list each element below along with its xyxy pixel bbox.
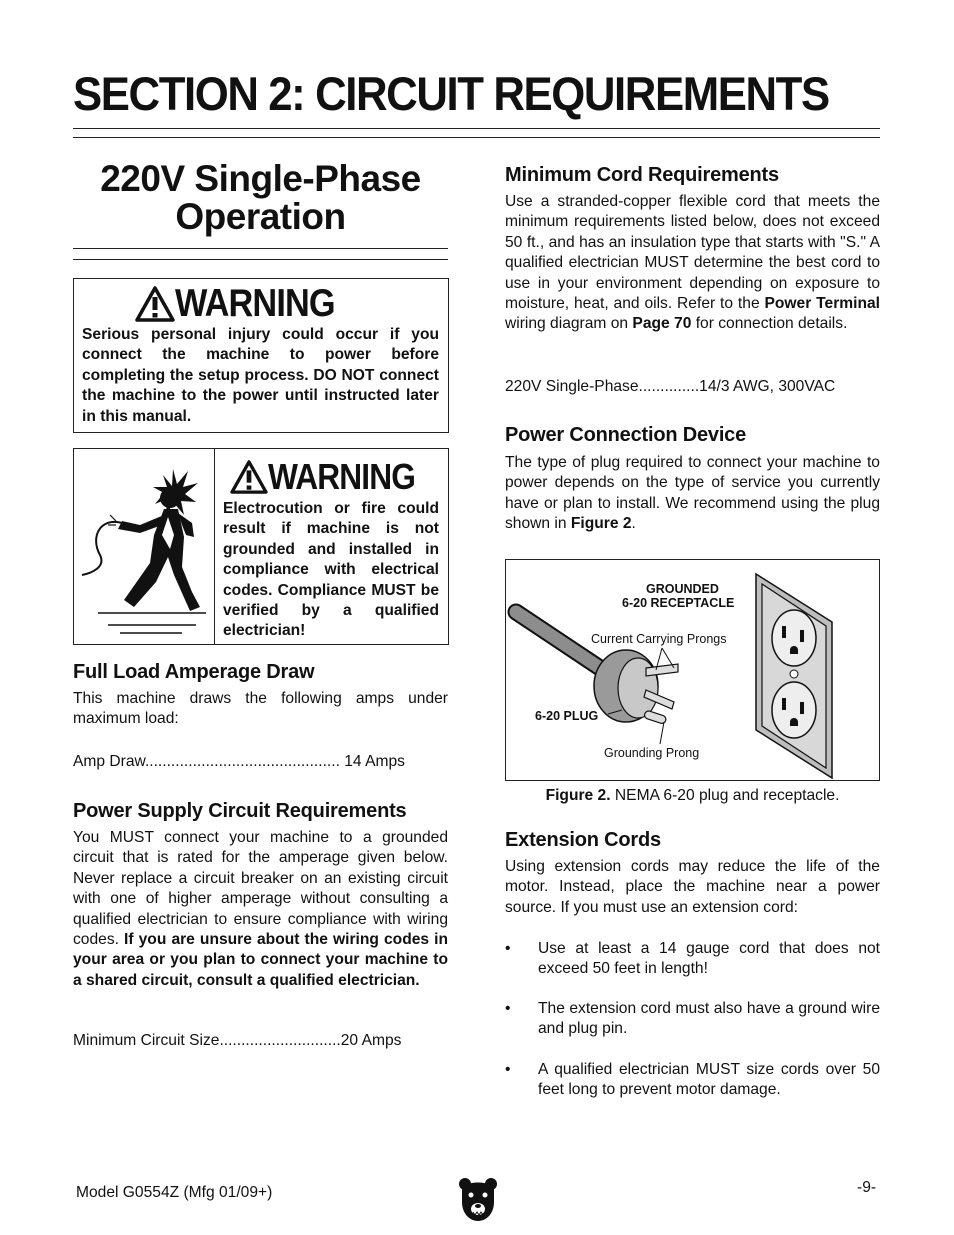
warning-text: Serious personal injury could occur if you connect the machine to power before completing the setup process. DO NOT connect the machine to the power until instructed later in this manual. bbox=[82, 326, 439, 425]
list-item bbox=[505, 1060, 880, 1101]
warning-triangle-icon bbox=[230, 460, 268, 494]
min-cord-text-a: Use a stranded-copper flexible cord that meets the minimum requirements listed below, does not exceed 50 ft., and has an insulation type that starts with "S." A qualified electrician MUST determine the best cord to use in your environment depending on exposure to moisture, heat, and oils. Refer to the bbox=[505, 193, 880, 313]
list-item bbox=[505, 999, 880, 1040]
min-cord-text-e: for connection details. bbox=[691, 315, 848, 333]
min-cord-text bbox=[505, 192, 880, 335]
figure-ref: Figure 2 bbox=[570, 515, 632, 533]
receptacle-label-2: 6-20 RECEPTACLE bbox=[622, 596, 735, 610]
warning-box-electrical bbox=[73, 448, 449, 645]
column-rule-bottom bbox=[73, 259, 448, 260]
caption-text: NEMA 6-20 plug and receptacle. bbox=[610, 787, 840, 804]
page-number: -9- bbox=[857, 1179, 877, 1196]
column-title-line1: 220V Single-Phase bbox=[100, 158, 421, 199]
title-rule-top bbox=[73, 128, 880, 129]
spec-value: 14/3 AWG, 300VAC bbox=[699, 378, 836, 395]
bullet-symbol: • bbox=[505, 940, 511, 957]
bullet-symbol: • bbox=[505, 1000, 511, 1017]
footer-model: Model G0554Z (Mfg 01/09+) bbox=[76, 1184, 273, 1201]
column-title-line2: Operation bbox=[175, 196, 346, 237]
bullet-text: Use at least a 14 gauge cord that does not exceed 50 feet in length! bbox=[538, 940, 880, 978]
figure-caption bbox=[505, 787, 880, 805]
spec-label: 220V Single-Phase bbox=[505, 378, 639, 395]
power-conn-heading: Power Connection Device bbox=[505, 424, 747, 446]
spec-label: Minimum Circuit Size bbox=[73, 1032, 220, 1049]
min-cord-text-c: wiring diagram on bbox=[505, 315, 633, 333]
bullet-symbol: • bbox=[505, 1061, 511, 1078]
caption-label: Figure 2. bbox=[545, 787, 611, 804]
warning-heading: WARNING bbox=[175, 282, 335, 325]
page-ref: Page 70 bbox=[632, 315, 692, 333]
warning-box-setup bbox=[73, 278, 449, 433]
power-supply-heading: Power Supply Circuit Requirements bbox=[73, 800, 407, 822]
spec-value: 20 Amps bbox=[340, 1032, 402, 1049]
spec-label: Amp Draw bbox=[73, 753, 145, 770]
bear-logo-icon bbox=[458, 1176, 498, 1222]
power-conn-text-a: The type of plug required to connect your machine to power depends on the type of service you currently have or plan to install. We recommend using the plug shown in bbox=[505, 454, 880, 533]
title-rule-bottom bbox=[73, 137, 880, 138]
min-cord-heading: Minimum Cord Requirements bbox=[505, 164, 779, 186]
warning-divider bbox=[214, 449, 215, 644]
receptacle-label-1: GROUNDED bbox=[646, 582, 719, 596]
bullet-text: The extension cord must also have a ground wire and plug pin. bbox=[538, 1000, 880, 1038]
spec-dots: ............................................. bbox=[144, 753, 340, 770]
full-load-heading: Full Load Amperage Draw bbox=[73, 661, 315, 683]
extension-heading: Extension Cords bbox=[505, 829, 661, 851]
min-circuit-spec bbox=[73, 1031, 401, 1051]
extension-text: Using extension cords may reduce the life of the motor. Instead, place the machine near a power source. If you must use an extension cord: bbox=[505, 858, 880, 916]
power-terminal-ref: Power Terminal bbox=[764, 295, 881, 313]
power-conn-text bbox=[505, 453, 880, 535]
full-load-text: This machine draws the following amps under maximum load: bbox=[73, 690, 448, 728]
power-conn-text-c: . bbox=[631, 515, 636, 533]
grounding-prong-label: Grounding Prong bbox=[604, 746, 700, 760]
figure-plug-receptacle bbox=[505, 559, 880, 781]
plug-label: 6-20 PLUG bbox=[535, 709, 599, 723]
power-supply-text-plain: You MUST connect your machine to a grounded circuit that is rated for the amperage given below. Never replace a circuit breaker on an existing circuit with one of higher amperage without consulting a qualified electrician to ensure compliance with wiring codes. bbox=[73, 829, 448, 949]
cord-spec bbox=[505, 377, 835, 397]
amp-draw-spec bbox=[73, 752, 405, 772]
bullet-text: A qualified electrician MUST size cords over 50 feet long to prevent motor damage. bbox=[538, 1061, 880, 1099]
warning-text: Electrocution or fire could result if machine is not grounded and installed in compliance with electrical codes. Compliance MUST be verified by a qualified electrician! bbox=[223, 500, 439, 640]
warning-triangle-icon bbox=[135, 286, 175, 322]
list-item bbox=[505, 939, 880, 980]
spec-value: 14 Amps bbox=[344, 753, 405, 770]
spec-dots: .............. bbox=[638, 378, 700, 395]
column-title bbox=[73, 160, 448, 236]
section-title: SECTION 2: CIRCUIT REQUIREMENTS bbox=[73, 67, 829, 120]
prongs-label: Current Carrying Prongs bbox=[591, 632, 727, 646]
column-rule-top bbox=[73, 248, 448, 249]
warning-heading: WARNING bbox=[267, 456, 415, 497]
power-supply-text-bold: If you are unsure about the wiring codes in your area or you plan to connect your machine to a shared circuit, consult a qualified electrician. bbox=[73, 931, 448, 989]
power-supply-text bbox=[73, 828, 448, 991]
electrocution-figure-icon bbox=[78, 457, 212, 637]
spec-dots: ............................ bbox=[219, 1032, 341, 1049]
